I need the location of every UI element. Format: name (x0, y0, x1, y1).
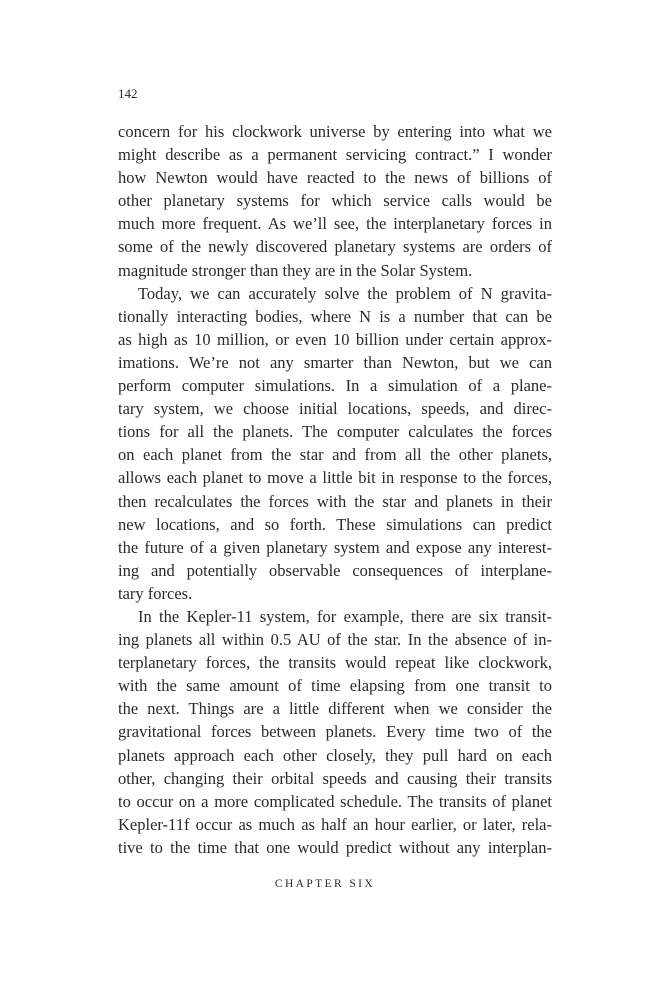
text-line: might describe as a permanent servicing contract.” I wonder (118, 145, 552, 165)
body-text (118, 120, 552, 859)
text-line: In the Kepler-11 system, for example, there are six transit- (138, 606, 552, 626)
text-line: tary system, we choose initial locations, speeds, and direc- (118, 399, 552, 419)
text-line: ing and potentially observable consequences of interplane- (118, 560, 552, 580)
text-line: tionally interacting bodies, where N is a number that can be (118, 306, 552, 326)
text-line: much more frequent. As we’ll see, the interplanetary forces in (118, 214, 552, 234)
text-line: gravitational forces between planets. Every time two of the (118, 722, 552, 742)
page-number: 142 (118, 86, 138, 101)
text-line: imations. We’re not any smarter than Newton, but we can (118, 352, 552, 372)
text-line: the next. Things are a little different when we consider the (118, 699, 552, 719)
text-line: concern for his clockwork universe by entering into what we (118, 122, 552, 141)
text-line: other, changing their orbital speeds and causing their transits (118, 768, 552, 788)
running-foot: CHAPTER SIX (274, 878, 376, 890)
text-line: with the same amount of time elapsing from one transit to (118, 676, 552, 696)
text-line: perform computer simulations. In a simulation of a plane- (118, 376, 552, 396)
text-line: ing planets all within 0.5 AU of the star. In the absence of in- (118, 630, 552, 650)
text-line: the future of a given planetary system and expose any interest- (118, 537, 552, 557)
text-line: magnitude stronger than they are in the Solar System. (118, 260, 473, 280)
text-line: how Newton would have reacted to the news of billions of (118, 168, 552, 188)
text-line: tive to the time that one would predict without any interplan- (118, 837, 552, 857)
text-line: some of the newly discovered planetary systems are orders of (118, 237, 552, 257)
text-line: then recalculates the forces with the star and planets in their (118, 491, 552, 511)
text-line: new locations, and so forth. These simulations can predict (118, 514, 552, 534)
text-line: terplanetary forces, the transits would repeat like clockwork, (118, 653, 552, 673)
text-line: on each planet from the star and from all the other planets, (118, 445, 552, 465)
text-line: as high as 10 million, or even 10 billion under certain approx- (118, 329, 552, 349)
text-line: other planetary systems for which service calls would be (118, 191, 552, 211)
text-line: allows each planet to move a little bit in response to the forces, (118, 468, 552, 488)
text-line: tions for all the planets. The computer calculates the forces (118, 422, 552, 442)
text-line: tary forces. (118, 583, 193, 603)
text-line: planets approach each other closely, they pull hard on each (118, 745, 552, 765)
text-line: Today, we can accurately solve the problem of N gravita- (138, 283, 552, 303)
text-line: Kepler-11f occur as much as half an hour earlier, or later, rela- (118, 814, 552, 834)
text-line: to occur on a more complicated schedule. The transits of planet (118, 791, 552, 811)
